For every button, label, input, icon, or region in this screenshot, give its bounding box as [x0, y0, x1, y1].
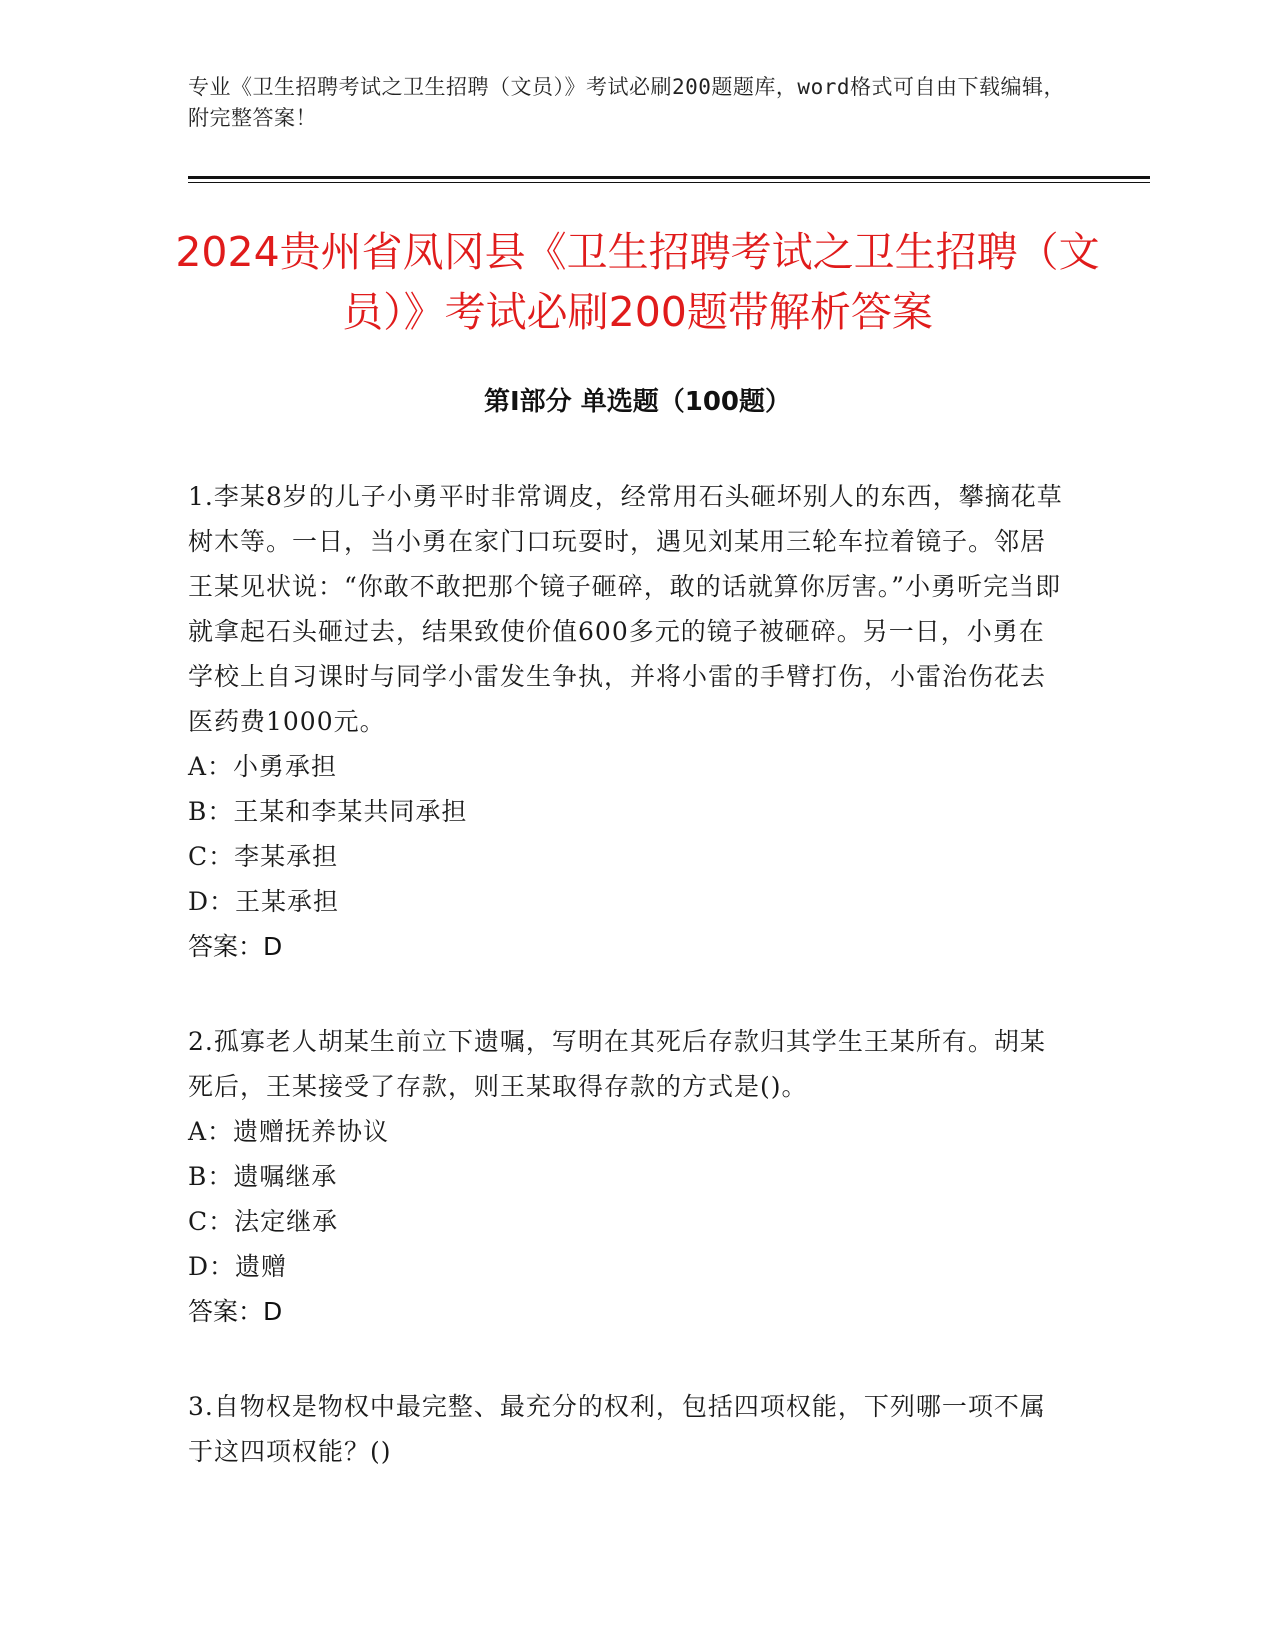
option-d: D：王某承担	[188, 887, 340, 916]
section-heading: 第Ⅰ部分 单选题（100题）	[484, 387, 791, 417]
option-c: C：法定继承	[188, 1207, 339, 1236]
document-title: 2024贵州省凤冈县《卫生招聘考试之卫生招聘（文员）》考试必刷200题带解析答案	[175, 228, 1100, 336]
question-stem: 2.孤寡老人胡某生前立下遗嘱，写明在其死后存款归其学生王某所有。胡某死后，王某接受了存款，则王某取得存款的方式是()。	[188, 1027, 1046, 1101]
option-b: B：王某和李某共同承担	[188, 797, 468, 826]
question-list	[188, 474, 1068, 1524]
option-a: A：小勇承担	[188, 752, 338, 781]
question-item	[188, 1384, 1068, 1474]
header-divider-thin	[188, 182, 1150, 183]
answer: 答案：D	[188, 932, 283, 961]
question-stem: 3.自物权是物权中最完整、最充分的权利，包括四项权能，下列哪一项不属于这四项权能？()	[188, 1392, 1046, 1466]
option-d: D：遗赠	[188, 1252, 288, 1281]
question-stem: 1.李某8岁的儿子小勇平时非常调皮，经常用石头砸坏别人的东西，攀摘花草树木等。一日，当小勇在家门口玩耍时，遇见刘某用三轮车拉着镜子。邻居王某见状说：“你敢不敢把那个镜子砸碎，敢的话就算你厉害。”小勇听完当即就拿起石头砸过去，结果致使价值600多元的镜子被砸碎。另一日，小勇在学校上自习课时与同学小雷发生争执，并将小雷的手臂打伤，小雷治伤花去医药费1000元。	[188, 482, 1063, 736]
header-note: 专业《卫生招聘考试之卫生招聘（文员）》考试必刷200题题库，word格式可自由下载编辑，附完整答案！	[188, 75, 1065, 130]
option-a: A：遗赠抚养协议	[188, 1117, 390, 1146]
option-c: C：李某承担	[188, 842, 339, 871]
answer: 答案：D	[188, 1297, 283, 1326]
question-item	[188, 474, 1068, 969]
option-b: B：遗嘱继承	[188, 1162, 338, 1191]
question-item	[188, 1019, 1068, 1334]
header-divider	[188, 176, 1150, 179]
